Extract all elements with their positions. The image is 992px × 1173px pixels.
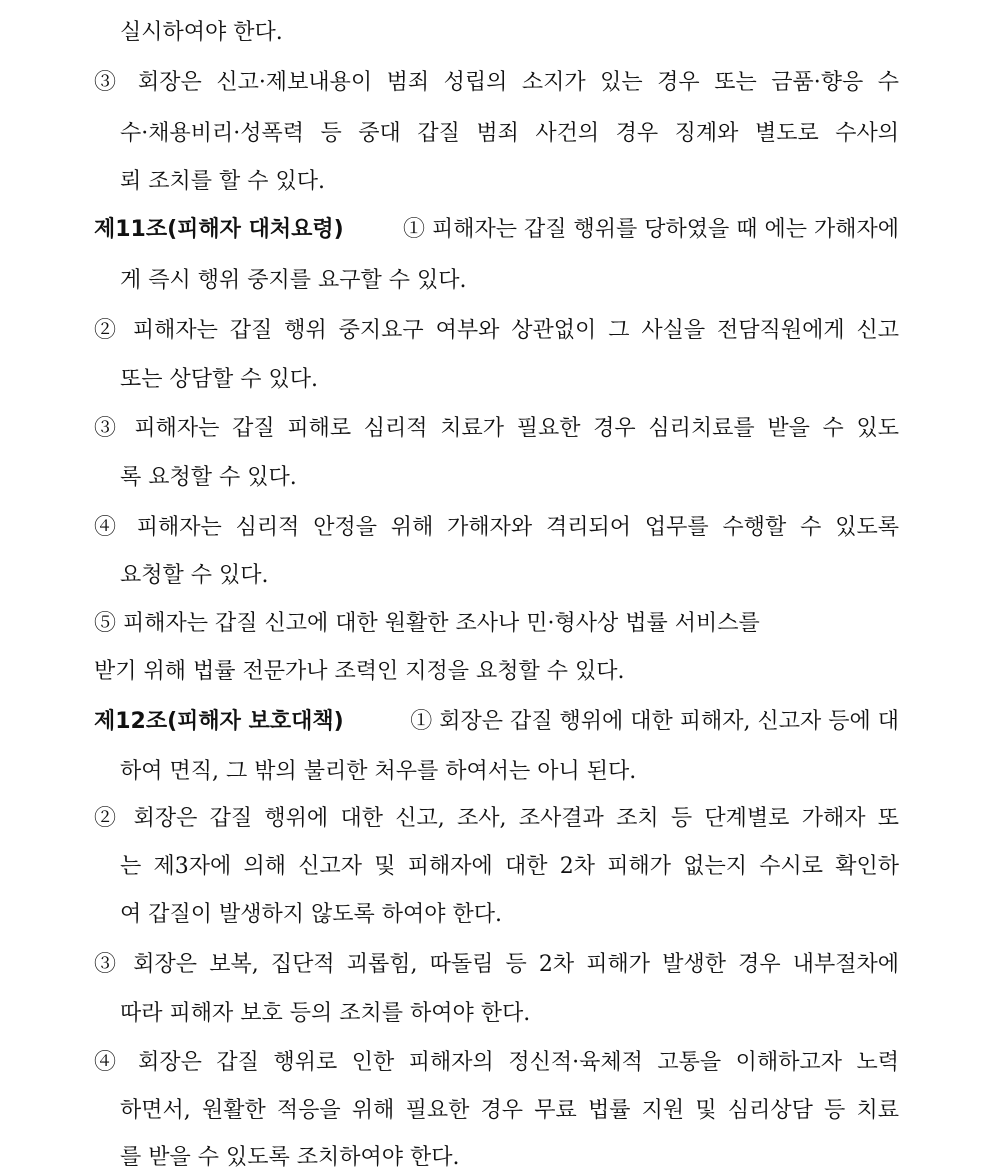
article12-item4-line3: 를 받을 수 있도록 조치하여야 한다. [120, 1145, 460, 1170]
article12-heading-line [94, 707, 899, 737]
article12-item1-line1: ① 회장은 갑질 행위에 대한 피해자, 신고자 등에 대 [410, 709, 899, 734]
article10-line-continuation: 실시하여야 한다. [120, 20, 283, 45]
article11-item1-line2: 게 즉시 행위 중지를 요구할 수 있다. [120, 268, 467, 293]
article12-item3-line2: 따라 피해자 보호 등의 조치를 하여야 한다. [120, 1001, 531, 1026]
article11-item2-line2: 또는 상담할 수 있다. [120, 367, 318, 392]
article11-item2-line1: ② 피해자는 갑질 행위 중지요구 여부와 상관없이 그 사실을 전담직원에게 신고 [94, 318, 899, 343]
article12-item1-line2: 하여 면직, 그 밖의 불리한 처우를 하여서는 아니 된다. [120, 759, 637, 784]
article12-item2-line1: ② 회장은 갑질 행위에 대한 신고, 조사, 조사결과 조치 등 단계별로 가해자 또 [94, 806, 899, 831]
article12-title: 제12조(피해자 보호대책) [94, 709, 344, 734]
article11-item3-line2: 록 요청할 수 있다. [120, 465, 297, 490]
article11-title: 제11조(피해자 대처요령) [94, 217, 344, 242]
article12-item3-line1: ③ 회장은 보복, 집단적 괴롭힘, 따돌림 등 2차 피해가 발생한 경우 내부절차에 [94, 952, 899, 977]
article10-item3-line1: ③ 회장은 신고·제보내용이 범죄 성립의 소지가 있는 경우 또는 금품·향응 수 [94, 70, 899, 95]
article12-item2-line2: 는 제3자에 의해 신고자 및 피해자에 대한 2차 피해가 없는지 수시로 확인하 [120, 854, 899, 879]
article11-heading-line [94, 215, 899, 245]
article12-item4-line2: 하면서, 원활한 적응을 위해 필요한 경우 무료 법률 지원 및 심리상담 등 치료 [120, 1098, 899, 1123]
article11-item4-line1: ④ 피해자는 심리적 안정을 위해 가해자와 격리되어 업무를 수행할 수 있도록 [94, 515, 899, 540]
article11-item5-line2: 받기 위해 법률 전문가나 조력인 지정을 요청할 수 있다. [94, 659, 625, 684]
article10-item3-line2: 수·채용비리·성폭력 등 중대 갑질 범죄 사건의 경우 징계와 별도로 수사의 [120, 121, 899, 146]
article11-item4-line2: 요청할 수 있다. [120, 563, 269, 588]
article12-item2-line3: 여 갑질이 발생하지 않도록 하여야 한다. [120, 902, 502, 927]
article11-item3-line1: ③ 피해자는 갑질 피해로 심리적 치료가 필요한 경우 심리치료를 받을 수 있도 [94, 416, 899, 441]
article11-item5-line1: ⑤ 피해자는 갑질 신고에 대한 원활한 조사나 민·형사상 법률 서비스를 [94, 611, 760, 636]
article12-item4-line1: ④ 회장은 갑질 행위로 인한 피해자의 정신적·육체적 고통을 이해하고자 노력 [94, 1050, 899, 1075]
article11-item1-line1: ① 피해자는 갑질 행위를 당하였을 때 에는 가해자에 [403, 217, 899, 242]
article10-item3-line3: 뢰 조치를 할 수 있다. [120, 169, 325, 194]
